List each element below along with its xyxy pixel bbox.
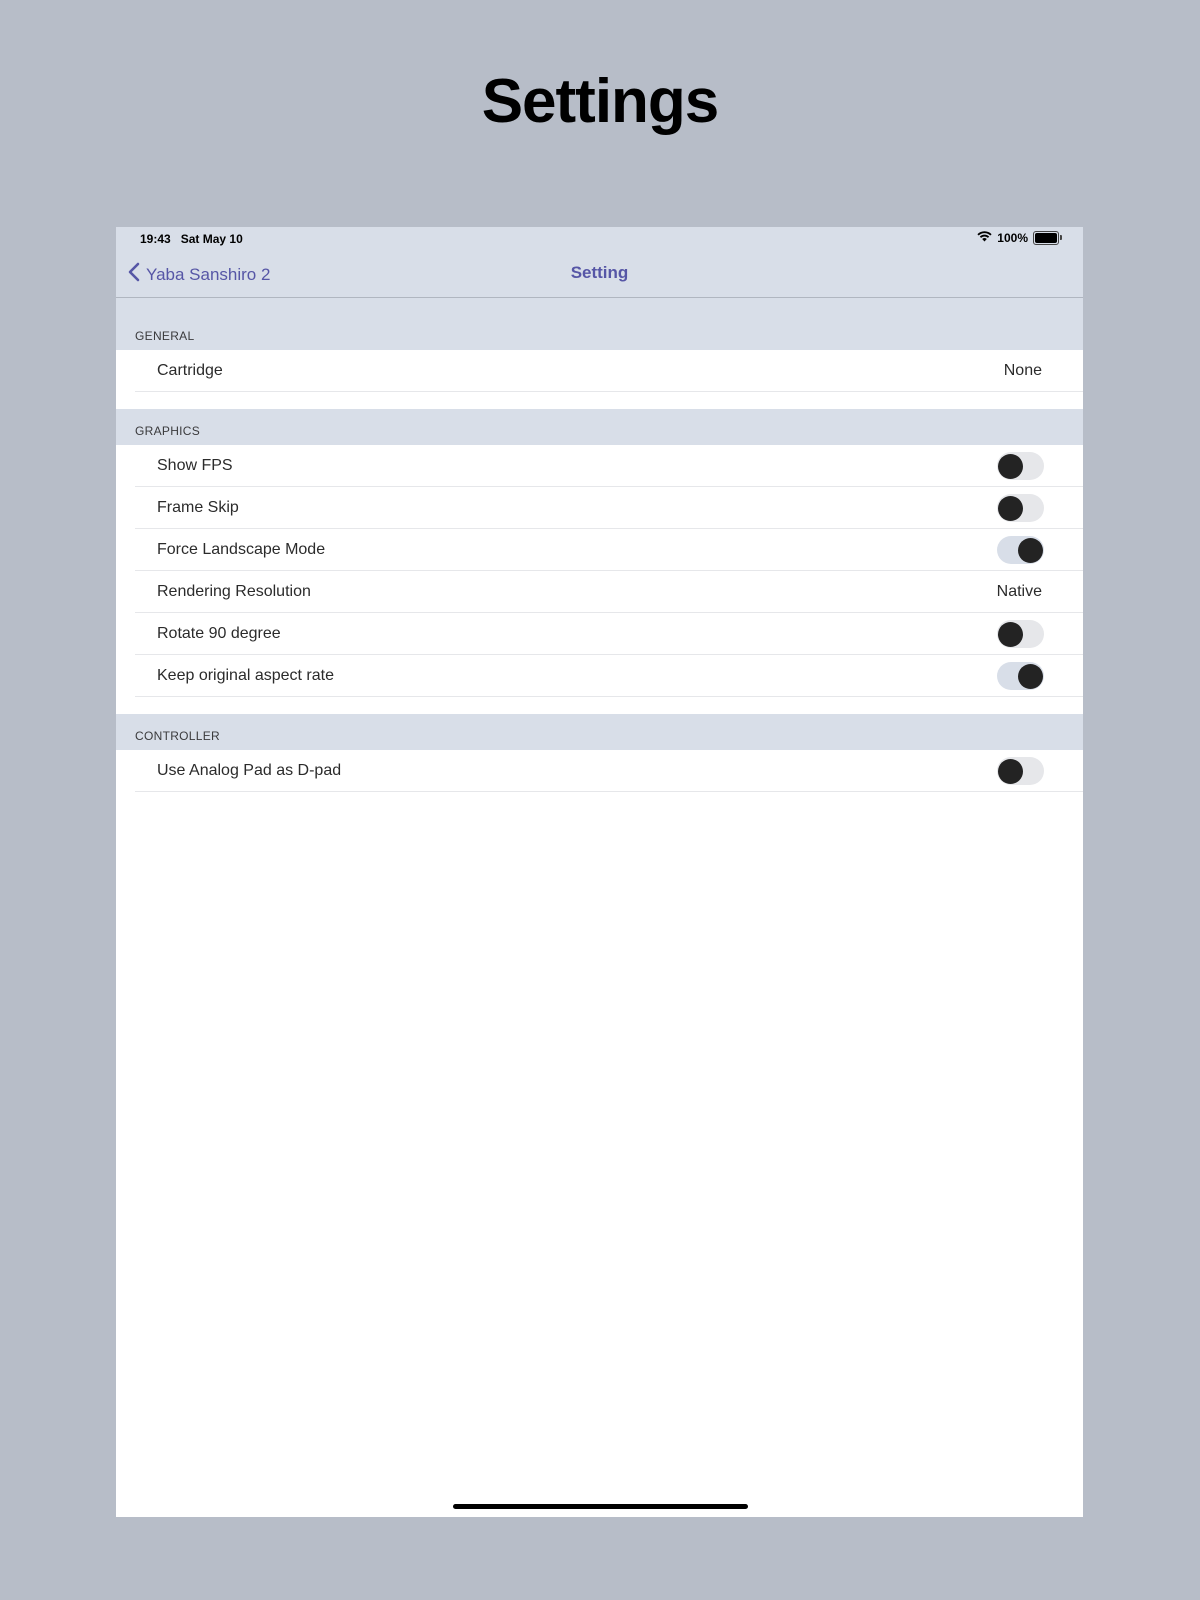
toggle-knob	[1018, 538, 1043, 563]
row-label: Cartridge	[157, 362, 223, 379]
row-value: Native	[996, 583, 1042, 600]
battery-percent: 100%	[997, 231, 1028, 245]
force-landscape-toggle[interactable]	[997, 536, 1044, 564]
row-label: Rendering Resolution	[157, 583, 311, 600]
keep-aspect-toggle[interactable]	[997, 662, 1044, 690]
section-header-controller: CONTROLLER	[116, 714, 1083, 750]
show-fps-toggle[interactable]	[997, 452, 1044, 480]
section-spacer	[116, 392, 1083, 409]
status-bar-time	[140, 232, 243, 246]
section-header-general: GENERAL	[116, 298, 1083, 350]
section-spacer	[116, 697, 1083, 714]
chevron-left-icon	[128, 262, 140, 287]
toggle-knob	[998, 622, 1023, 647]
row-label: Use Analog Pad as D-pad	[157, 762, 342, 779]
row-force-landscape	[116, 529, 1083, 571]
back-button[interactable]	[128, 262, 270, 287]
rotate-90-toggle[interactable]	[997, 620, 1044, 648]
row-keep-aspect	[116, 655, 1083, 697]
frame-skip-toggle[interactable]	[997, 494, 1044, 522]
row-rotate-90	[116, 613, 1083, 655]
status-bar-right	[977, 231, 1059, 245]
analog-dpad-toggle[interactable]	[997, 757, 1044, 785]
toggle-knob	[998, 454, 1023, 479]
row-label: Frame Skip	[157, 499, 239, 516]
row-label: Show FPS	[157, 457, 233, 474]
row-rendering-resolution[interactable]	[116, 571, 1083, 613]
section-header-graphics: GRAPHICS	[116, 409, 1083, 445]
row-frame-skip	[116, 487, 1083, 529]
back-button-label: Yaba Sanshiro 2	[146, 264, 271, 284]
toggle-knob	[998, 759, 1023, 784]
promo-title: Settings	[481, 67, 719, 136]
row-label: Keep original aspect rate	[157, 667, 334, 684]
nav-title: Setting	[570, 263, 629, 282]
top-bar	[116, 227, 1083, 298]
row-show-fps	[116, 445, 1083, 487]
device-screen	[116, 227, 1083, 1517]
row-analog-dpad	[116, 750, 1083, 792]
row-label: Force Landscape Mode	[157, 541, 326, 558]
battery-icon	[1033, 231, 1059, 245]
status-time: 19:43	[140, 232, 171, 246]
status-date: Sat May 10	[180, 232, 243, 246]
toggle-knob	[998, 496, 1023, 521]
home-indicator[interactable]	[453, 1504, 748, 1509]
row-label: Rotate 90 degree	[157, 625, 281, 642]
wifi-icon	[977, 231, 992, 245]
row-value: None	[1003, 362, 1042, 379]
toggle-knob	[1018, 664, 1043, 689]
row-cartridge[interactable]	[116, 350, 1083, 392]
